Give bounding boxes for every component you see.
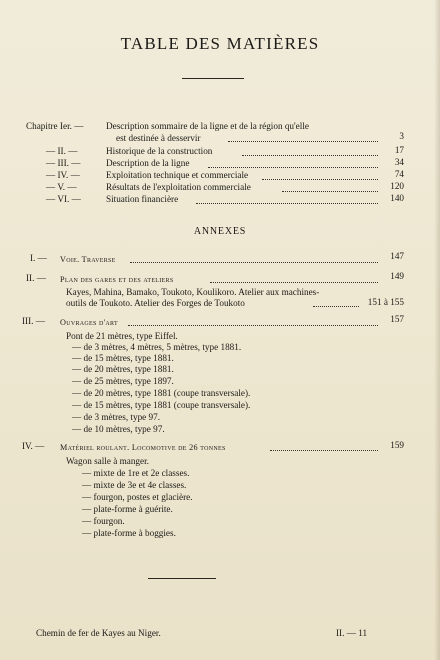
- annex-1-page: 147: [390, 251, 404, 261]
- page-title: TABLE DES MATIÈRES: [120, 34, 320, 53]
- annex-1-text: Voie. Traverse: [60, 255, 116, 264]
- chapter-5-text: Résultats de l'exploitation commerciale: [106, 182, 251, 192]
- annex-3-leader: [128, 325, 378, 326]
- annex-3-page: 157: [390, 314, 404, 324]
- annex-3-text: Ouvrages d'art: [60, 318, 118, 327]
- chapter-1-label: Chapitre Ier. —: [26, 121, 84, 131]
- page-edge-shadow: [434, 0, 440, 660]
- annex-2-sub2: outils de Toukoto. Atelier des Forges de Toukoto: [66, 298, 245, 308]
- chapter-3-leader: [208, 167, 378, 168]
- annex-1-leader: [130, 262, 378, 263]
- annex-1-label: I. —: [30, 253, 47, 263]
- bottom-rule: [148, 578, 216, 579]
- chapter-3-text: Description de la ligne: [106, 158, 190, 168]
- annex-2-sub2-leader: [313, 306, 359, 307]
- title-rule: [182, 78, 244, 79]
- chapter-2-page: 17: [394, 145, 404, 155]
- chapter-5-label: — V. —: [46, 182, 77, 192]
- annex-2-page: 149: [390, 271, 404, 281]
- annex-3-item-5: — de 25 mètres, type 1897.: [72, 376, 174, 386]
- chapter-5-page: 120: [390, 181, 404, 191]
- annex-2-leader: [210, 282, 378, 283]
- annex-3-item-9: — de 10 mètres, type 97.: [72, 424, 165, 434]
- annex-2-text: Plan des gares et des ateliers: [60, 275, 174, 284]
- annex-2-sub2-page: 151 à 155: [367, 297, 404, 307]
- chapter-6-leader: [196, 203, 378, 204]
- annex-3-item-7: — de 15 mètres, type 1881 (coupe transversale).: [72, 400, 251, 410]
- chapter-4-text: Exploitation technique et commerciale: [106, 170, 249, 180]
- annex-3-item-8: — de 3 mètres, type 97.: [72, 412, 161, 422]
- chapter-1-text: Description sommaire de la ligne et de la région qu'elle: [106, 121, 309, 131]
- annex-4-text: Matériel roulant. Locomotive de 26 tonnes: [60, 443, 226, 452]
- annexes-heading: ANNEXES: [193, 226, 247, 237]
- footer-title: Chemin de fer de Kayes au Niger.: [36, 628, 161, 638]
- chapter-6-page: 140: [390, 193, 404, 203]
- chapter-1-text2: est destinée à desservir: [116, 133, 201, 143]
- chapter-4-leader: [262, 179, 378, 180]
- chapter-1-page: 3: [399, 131, 404, 141]
- annex-3-item-4: — de 20 mètres, type 1881.: [72, 364, 174, 374]
- chapter-6-label: — VI. —: [46, 194, 81, 204]
- annex-4-label: IV. —: [22, 441, 45, 451]
- chapter-2-label: — II. —: [46, 146, 78, 156]
- chapter-5-leader: [282, 191, 378, 192]
- annex-4-page: 159: [390, 440, 404, 450]
- chapter-3-label: — III. —: [46, 158, 81, 168]
- annex-3-label: III. —: [22, 316, 45, 326]
- annex-3-item-1: Pont de 21 mètres, type Eiffel.: [66, 331, 178, 341]
- annex-4-item-4: — fourgon, postes et glacière.: [82, 492, 193, 502]
- annex-4-leader: [270, 450, 378, 451]
- annex-4-item-7: — plate-forme à boggies.: [82, 528, 176, 538]
- annex-2-label: II. —: [26, 273, 46, 283]
- annex-3-item-3: — de 15 mètres, type 1881.: [72, 353, 174, 363]
- annex-4-item-6: — fourgon.: [82, 516, 125, 526]
- chapter-6-text: Situation financière: [106, 194, 179, 204]
- annex-4-item-3: — mixte de 3e et 4e classes.: [82, 480, 187, 490]
- footer-page: II. — 11: [336, 628, 368, 638]
- chapter-4-page: 74: [394, 169, 404, 179]
- annex-2-sub1: Kayes, Mahina, Bamako, Toukoto, Koulikoro. Atelier aux machines-: [66, 287, 320, 297]
- chapter-3-page: 34: [394, 157, 404, 167]
- chapter-1-leader: [228, 141, 378, 142]
- chapter-4-label: — IV. —: [46, 170, 80, 180]
- annex-3-item-6: — de 20 mètres, type 1881 (coupe transversale).: [72, 388, 251, 398]
- annex-4-item-5: — plate-forme à guérite.: [82, 504, 173, 514]
- chapter-2-leader: [242, 155, 378, 156]
- annex-4-item-1: Wagon salle à manger.: [66, 456, 149, 466]
- annex-4-item-2: — mixte de 1re et 2e classes.: [82, 468, 190, 478]
- annex-3-item-2: — de 3 mètres, 4 mètres, 5 mètres, type 1881.: [72, 342, 242, 352]
- chapter-2-text: Historique de la construction: [106, 146, 213, 156]
